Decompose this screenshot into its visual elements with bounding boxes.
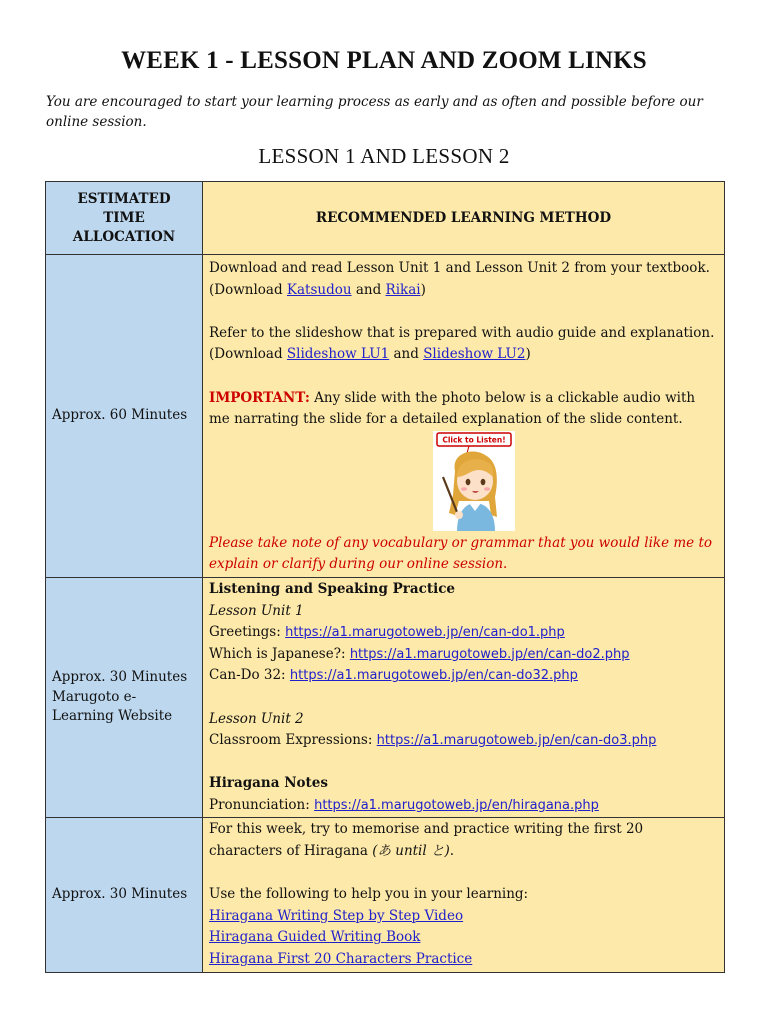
list-item: Classroom Expressions: https://a1.marugotoweb.jp/en/can-do3.php — [209, 732, 657, 749]
list-item: Can-Do 32: https://a1.marugotoweb.jp/en/can-do32.php — [209, 667, 578, 684]
listening-speaking-heading: Listening and Speaking Practice — [209, 580, 456, 597]
slideshow-lu1-link[interactable]: Slideshow LU1 — [286, 346, 390, 363]
row3-intro-paragraph: For this week, try to memorise and practice writing the first 20 characters of Hiragana (あ until と). — [209, 821, 644, 860]
slideshow-lu2-link[interactable]: Slideshow LU2 — [423, 346, 526, 363]
section-title: LESSON 1 AND LESSON 2 — [258, 144, 510, 168]
intro-text: You are encouraged to start your learning process as early and as often and possible before our online session. — [46, 94, 703, 130]
click-to-listen-caption: Click to Listen! — [441, 435, 506, 445]
row2-method — [203, 577, 725, 818]
lesson-unit-2-label: Lesson Unit 2 — [209, 710, 304, 727]
row1-note: Please take note of any vocabulary or grammar that you would like me to explain or clarify during our online session. — [209, 534, 713, 573]
list-item: Which is Japanese?: https://a1.marugotoweb.jp/en/can-do2.php — [209, 645, 630, 662]
important-label: IMPORTANT: — [209, 389, 310, 406]
row1-time: Approx. 60 Minutes — [46, 255, 203, 578]
table-row — [46, 577, 725, 818]
table-row — [46, 255, 725, 578]
hiragana-book-link[interactable]: Hiragana Guided Writing Book — [209, 929, 421, 946]
narrator-illustration-icon — [433, 431, 515, 531]
hiragana-notes-heading: Hiragana Notes — [209, 775, 328, 792]
katsudou-link[interactable]: Katsudou — [286, 281, 352, 298]
row2-time: Approx. 30 Minutes Marugoto e-Learning Website — [46, 577, 203, 818]
important-paragraph: IMPORTANT: Any slide with the photo below is a clickable audio with me narrating the slide for a detailed explanation of the slide content. — [209, 389, 696, 428]
which-is-japanese-link[interactable]: https://a1.marugotoweb.jp/en/can-do2.php — [349, 646, 630, 662]
greetings-link[interactable]: https://a1.marugotoweb.jp/en/can-do1.php — [285, 625, 565, 641]
rikai-link[interactable]: Rikai — [385, 281, 421, 298]
table-header-row — [46, 182, 725, 255]
row2-time-website: Marugoto e-Learning Website — [52, 688, 173, 725]
click-to-listen-image[interactable] — [209, 431, 718, 533]
classroom-expressions-link[interactable]: https://a1.marugotoweb.jp/en/can-do3.php — [376, 733, 657, 749]
table-row — [46, 818, 725, 972]
can-do-32-link[interactable]: https://a1.marugotoweb.jp/en/can-do32.php — [289, 668, 578, 684]
hiragana-practice-link[interactable]: Hiragana First 20 Characters Practice — [209, 951, 473, 968]
header-time-allocation: ESTIMATED TIME ALLOCATION — [46, 182, 203, 255]
row3-help-text: Use the following to help you in your learning: — [209, 886, 529, 903]
lesson-unit-1-label: Lesson Unit 1 — [209, 602, 304, 619]
lesson-plan-table — [45, 181, 725, 973]
pronunciation-link[interactable]: https://a1.marugotoweb.jp/en/hiragana.php — [314, 797, 599, 813]
list-item: Pronunciation: https://a1.marugotoweb.jp/en/hiragana.php — [209, 796, 599, 813]
row3-time: Approx. 30 Minutes — [46, 818, 203, 972]
row3-method — [203, 818, 725, 972]
row1-download-paragraph: Download and read Lesson Unit 1 and Lesson Unit 2 from your textbook. (Download Katsudou and Rikai) — [209, 260, 710, 298]
row1-slideshow-paragraph: Refer to the slideshow that is prepared with audio guide and explanation. (Download Slideshow LU1 and Slideshow LU2) — [209, 324, 715, 363]
page-title: WEEK 1 - LESSON PLAN AND ZOOM LINKS — [121, 47, 647, 74]
row1-method — [203, 255, 725, 578]
hiragana-video-link[interactable]: Hiragana Writing Step by Step Video — [209, 907, 464, 924]
list-item: Greetings: https://a1.marugotoweb.jp/en/can-do1.php — [209, 624, 565, 641]
header-learning-method: RECOMMENDED LEARNING METHOD — [203, 182, 725, 255]
